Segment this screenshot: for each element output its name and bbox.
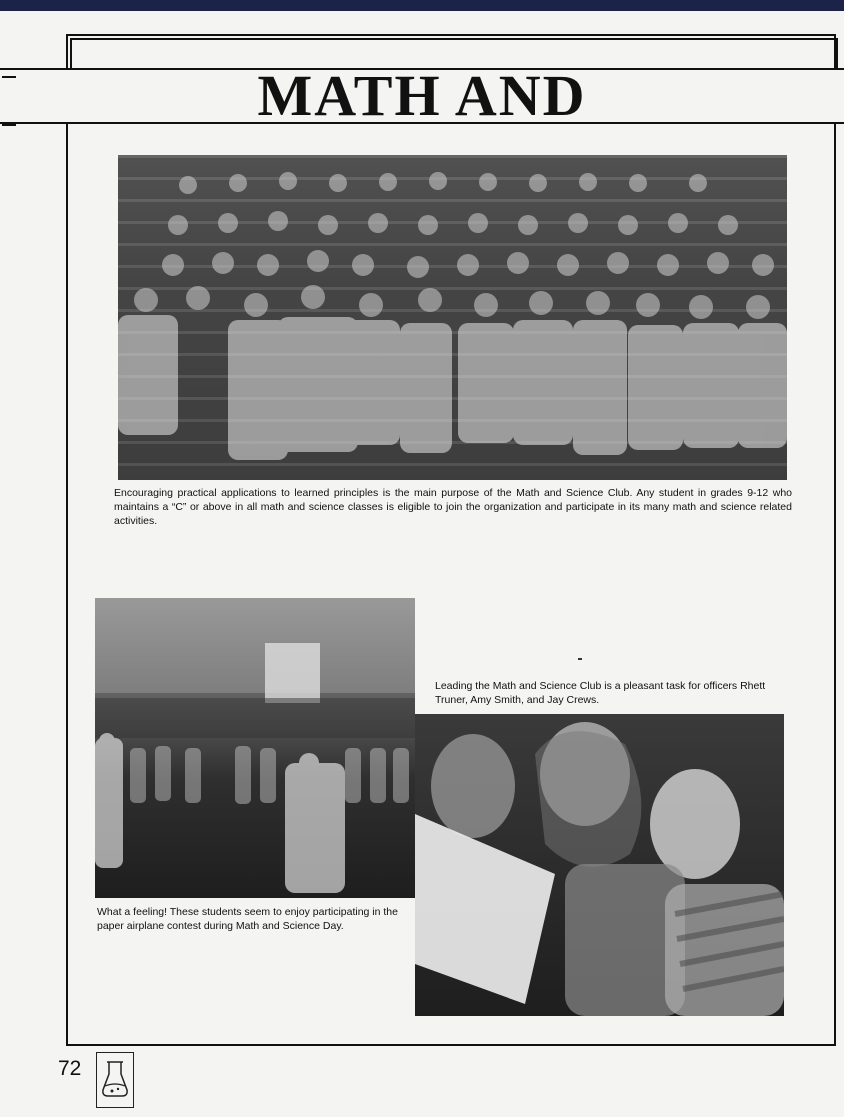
officers-photo — [415, 714, 784, 1016]
group-photo-figures — [118, 155, 787, 480]
airplane-photo — [95, 598, 415, 898]
margin-tick — [2, 124, 16, 126]
officers-photo-scene — [415, 714, 784, 1016]
group-photo-caption: Encouraging practical applications to learned principles is the main purpose of the Math and Science Club. Any student in grades 9-12 who maintains a “C” or above in all math and science classes is eligible to join the organization and participate in its many math and science related activities. — [114, 487, 792, 527]
page-number: 72 — [58, 1057, 82, 1080]
group-photo — [118, 155, 787, 480]
folio-icon-box — [96, 1052, 134, 1108]
officers-photo-caption: Leading the Math and Science Club is a pleasant task for officers Rhett Truner, Amy Smith, and Jay Crews. — [435, 680, 766, 706]
margin-tick — [2, 76, 16, 78]
stray-mark — [578, 658, 582, 660]
page-title: MATH AND — [257, 63, 587, 128]
airplane-photo-caption: What a feeling! These students seem to enjoy participating in the paper airplane contest during Math and Science Day. — [97, 906, 398, 932]
top-edge-band — [0, 0, 844, 11]
airplane-photo-scene — [95, 598, 415, 898]
science-flask-icon — [100, 1058, 130, 1102]
